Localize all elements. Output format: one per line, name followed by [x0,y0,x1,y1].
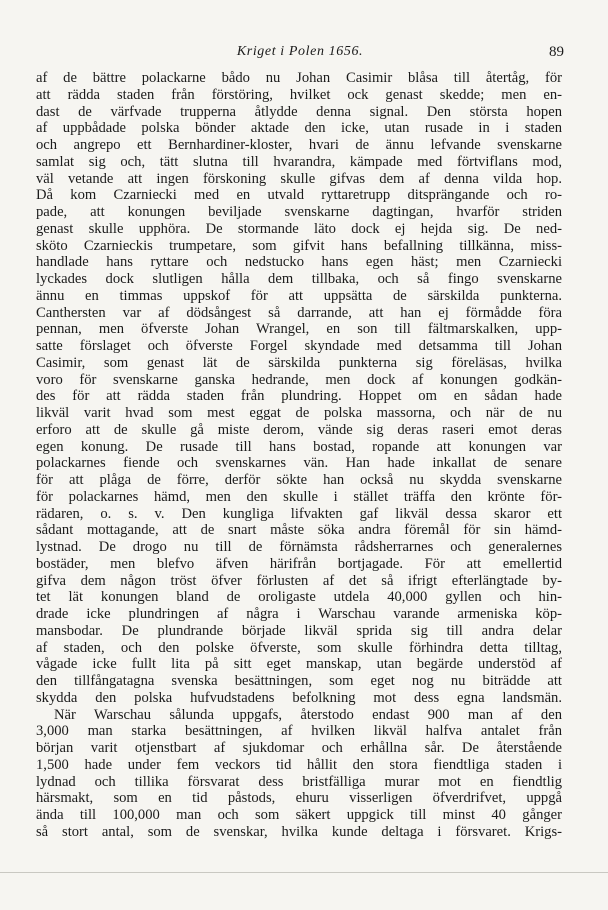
text-line: Canthersten var af dödsångest så darrande, att han ej förmådde föra [36,304,562,321]
text-line: vågade icke fullt lita på sitt eget manskap, utan begärde understöd af [36,656,562,673]
text-line: genast skulle upphöra. De stormande läto dock ej hejda sig. De ned- [36,220,562,237]
text-line: drade icke plundringen af några i Warschau varande armeniska köp- [36,606,562,622]
text-line: lydnad och tillika försvarat dess bristfälliga murar mot en fiendtlig [36,773,562,790]
text-line: egen konung. De rusade till hans bostad, ropande att konungen var [36,438,562,455]
text-line: Casimir, som genast lät de särskilda punkterna sig föreläsas, hvilka [36,354,562,371]
text-line: erforo att de skulle gå miste derom, vände sig deras raseri emot deras [36,421,562,438]
text-line: likväl varit hvad som mest eggat de polska massorna, och när de nu [36,405,562,421]
text-line: mansbodar. De plundrande började likväl sprida sig till andra delar [36,622,562,639]
text-line: den tillfångatagna svenska besättningen, som eget nog nu biträdde att [36,673,562,689]
text-line: sådant mottagande, att de snart måste söka andra föremål för sin hämd- [36,522,562,539]
text-line: polackarnes fiende och svenskarnes vän. Han hade inkallat de senare [36,455,562,472]
text-line: af de bättre polackarne bådo nu Johan Casimir blåsa till återtåg, för [36,70,562,86]
text-line: lyckades dock slutligen hålla dem tillbaka, och så fingo svenskarne [36,271,562,287]
text-line: satte förslaget och öfverste Forgel skyndade med detsamma till Johan [36,338,562,354]
text-line: Då kom Czarniecki med en utvald ryttaretrupp ditsprängande och ro- [36,187,562,204]
text-line: lystnad. De drogo nu till de förnämsta rådsherrarnes och generalernes [36,539,562,555]
text-line: och angrepo ett Bernhardiner-kloster, hvari de ännu lefvande svenskarne [36,137,562,153]
text-line: När Warschau sålunda uppgafs, återstodo endast 900 man af den [54,706,562,723]
text-line: början varit otjenstbart af sjukdomar och erhållna sår. De återstående [36,740,562,756]
text-line: pade, att konungen beviljade svenskarne dagtingan, hvarför striden [36,204,562,220]
text-line: så stort antal, som de svenskar, hvilka kunde deltaga i försvaret. Krigs- [36,823,562,840]
text-line: voro för svenskarne ganska hedrande, men dock af konungen godkän- [36,371,562,388]
body-text [36,70,562,841]
text-line: 3,000 man starka besättningen, af hvilken likväl halfva antalet från [36,723,562,740]
text-line: handlade hans ryttare och nedstucko hans egen häst; men Czarniecki [36,254,562,271]
text-line: bostäder, men blefvo äfven härifrån bortjagade. För att emellertid [36,555,562,572]
text-line: af staden, och den polske öfverste, som skulle förhindra detta tilltag, [36,639,562,656]
text-line: 1,500 hade under fem veckors tid hållit den stora fiendtliga staden i [36,756,562,773]
text-line: att rädda staden från förstöring, hvilket ock genast skedde; men en- [36,86,562,103]
text-line: ända till 100,000 man och som säkert uppgick till minst 40 gånger [36,807,562,823]
text-line: härsmakt, som en tid påstods, ehuru visserligen öfverdrifvet, uppgå [36,790,562,807]
page-number: 89 [549,44,564,60]
text-line: skydda den polska hufvudstadens befolkning mot dess egna landsmän. [36,689,562,706]
text-line: väl vetande att ingen förskoning skulle gifvas dem af denna vilda hop. [36,170,562,187]
text-line: samlat sig och, tätt slutna till hvarandra, kämpade med förtviflans mod, [36,153,562,170]
text-line: ännu en timmas uppskof för att uppsätta de särskilda punkterna. [36,287,562,304]
text-line: tet lät konungen bland de oroligaste utdela 40,000 gyllen och hin- [36,589,562,606]
page-bottom-edge [0,872,608,873]
text-line: des för att rädda staden från plundring. Hoppet om en sådan hade [36,388,562,405]
page-header [36,44,564,64]
text-line: af uppbådade polska bönder aktade den icke, utan rusade in i staden [36,120,562,137]
text-line: för att plåga de förre, derför sökte han också nu skydda svenskarne [36,472,562,488]
text-line: gifva dem någon tröst öfver förlusten af det så ifrigt efterlängtade by- [36,572,562,589]
text-line: dast de värfvade trupperna åtlydde denna signal. Den största hopen [36,103,562,120]
text-line: för polackarnes hämd, men den skulle i stället träffa den krönte för- [36,488,562,505]
text-line: sköto Czarnieckis trumpetare, som gifvit hans befallning tillkänna, miss- [36,237,562,254]
running-title: Kriget i Polen 1656. [236,44,364,59]
text-line: rädaren, o. s. v. Den kungliga lifvakten gaf likväl dessa skaror ett [36,505,562,522]
text-line: pennan, men öfverste Johan Wrangel, en son till fältmarskalken, upp- [36,321,562,338]
